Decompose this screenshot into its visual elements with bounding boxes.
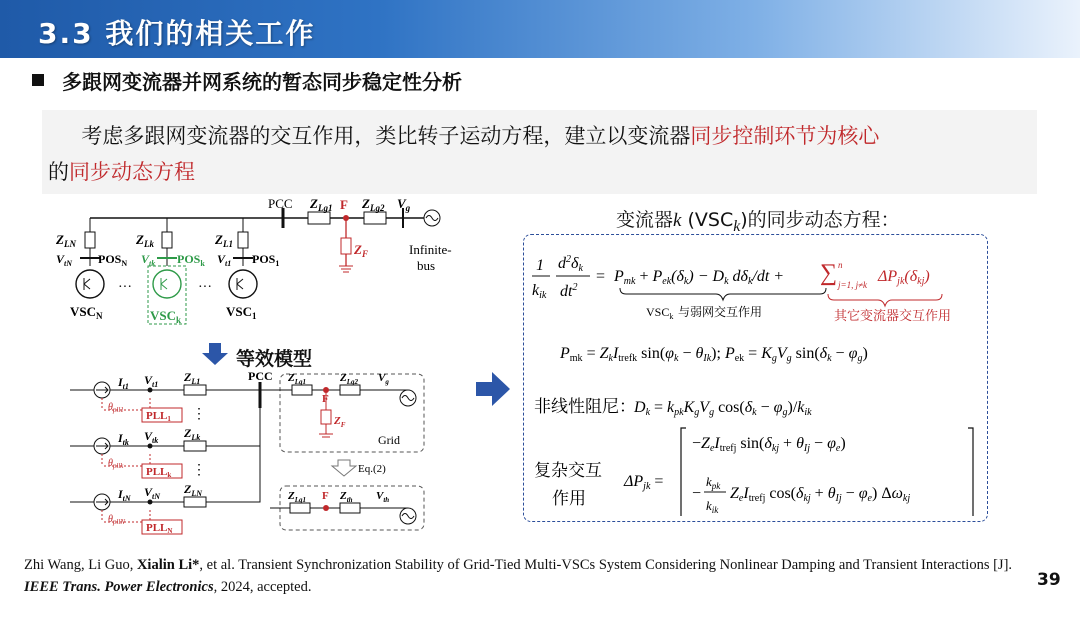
svg-text:j=1, j≠k: j=1, j≠k bbox=[838, 280, 868, 290]
svg-text:ZL1: $Z_{L1}$ bbox=[215, 232, 233, 249]
svg-text:Pmk = ZkItrefk sin(φk − θIk);: Pmk = ZkItrefk sin(φk − θIk); Pek = KgVg sin(δk − φg) bbox=[560, 345, 868, 364]
svg-text:POSN: $POS_N$ bbox=[98, 252, 128, 268]
bullet-square bbox=[32, 74, 44, 86]
svg-text:VSCk: $VSC_k$ bbox=[646, 305, 674, 321]
intro-part3: 的 bbox=[48, 160, 69, 184]
svg-text:VtN: $V_{tN}$ bbox=[144, 485, 161, 501]
svg-text:−ZeItrefj sin(δkj + θIj − φe): −ZeItrefj sin(δkj + θIj − φe) bbox=[692, 435, 846, 454]
pcc-label: PCC bbox=[268, 196, 293, 211]
svg-text:F: F bbox=[322, 393, 329, 405]
svg-text:Dk = kpkKgVg cos(δk − φg)/kik: Dk = kpkKgVg cos(δk − φg)/kik bbox=[634, 399, 812, 418]
svg-text:ZLk: $Z_{Lk}$ bbox=[136, 232, 154, 249]
svg-text:Itk: $I_{tk}$ bbox=[118, 431, 129, 447]
multi-vsc-circuit-diagram bbox=[40, 196, 460, 328]
svg-text:Vt1: $V_{t1}$ bbox=[217, 252, 232, 268]
svg-text:PCC: PCC bbox=[248, 369, 273, 383]
svg-text:ItN: $I_{tN}$ bbox=[118, 487, 131, 503]
svg-text:F: F bbox=[322, 490, 329, 502]
svg-text:Vth: $V_{th}$ bbox=[376, 490, 390, 504]
svg-text:VSCN: $VSC_N$ bbox=[70, 304, 103, 321]
svg-text:VSC1: $VSC_1$ bbox=[226, 304, 257, 321]
fault-point-f: F bbox=[340, 197, 348, 212]
intro-part2: 同步控制环节为核心 bbox=[690, 124, 880, 148]
svg-text:PLL1: PLL1 bbox=[146, 410, 171, 423]
svg-text:Pmk + Pek(δk) − Dk dδk/dt +: Pmk + Pek(δk) − Dk dδk/dt + bbox=[614, 268, 785, 287]
svg-text:Vt1: $V_{t1}$ bbox=[144, 373, 159, 389]
other-converter-label: 其它变流器交互作用 bbox=[834, 308, 952, 323]
page-number: 39 bbox=[1037, 570, 1061, 590]
svg-text:Grid: Grid bbox=[378, 433, 400, 447]
svg-text:=: = bbox=[596, 268, 606, 285]
svg-text:ZeItrefj cos(δkj + θIj − φe) Δ: ZeItrefj cos(δkj + θIj − φe) Δωkj bbox=[730, 485, 911, 504]
svg-text:ZLg2: $Z_{Lg2}$ bbox=[362, 196, 385, 213]
svg-text:kik: kik bbox=[532, 282, 547, 301]
svg-text:ZLg1: $Z_{Lg1}$ bbox=[310, 196, 333, 213]
svg-text:PLLN: PLLN bbox=[146, 522, 173, 535]
equivalent-circuit-diagram bbox=[60, 368, 440, 546]
svg-text:PLLk: PLLk bbox=[146, 466, 172, 479]
svg-text:Vg: $V_g$ bbox=[397, 196, 411, 213]
svg-text:ZLg1: $Z_{Lg1}$ bbox=[288, 490, 307, 504]
svg-text:ZLN: $Z_{LN}$ bbox=[184, 482, 203, 498]
svg-text:ZLk: $Z_{Lk}$ bbox=[184, 426, 201, 442]
svg-text:d2δk: $d^2\delta k$ bbox=[558, 254, 583, 274]
svg-text:VSCk: $VSC_k$ bbox=[150, 308, 182, 325]
complex-interaction-label-2: 作用 bbox=[552, 489, 586, 508]
svg-text:POS1: $POS_1$ bbox=[252, 252, 280, 268]
svg-text:bus: bus bbox=[417, 258, 436, 273]
svg-text:θpllN: $\theta_{pllN}$ bbox=[108, 514, 125, 526]
svg-text:⋮: ⋮ bbox=[192, 407, 206, 422]
svg-text:n: n bbox=[838, 260, 843, 270]
svg-text:ΔPjk =: ΔPjk = bbox=[624, 473, 664, 492]
reference-citation: Zhi Wang, Li Guo, Xialin Li*, et al. Transient Synchronization Stability of Grid-Tied Multi-VSCs System Considering Nonlinear Damping and Transient Interactions [J]. IEEE Trans. Power Electronics, 2024, accepted. bbox=[24, 557, 1013, 595]
svg-text:ZLg1: $Z_{Lg1}$ bbox=[288, 372, 307, 386]
svg-text:ΔPjk(δkj): ΔPjk(δkj) bbox=[878, 268, 930, 287]
svg-text:It1: $I_{t1}$ bbox=[118, 375, 129, 391]
nonlinear-damping-label: 非线性阻尼： bbox=[534, 397, 636, 416]
svg-text:VtN: $V_{tN}$ bbox=[56, 252, 73, 268]
svg-text:dt2: $dt^2$ bbox=[560, 282, 578, 300]
panel-title: 变流器k $(VSC_k)$的同步动态方程： bbox=[616, 209, 900, 235]
svg-text:kik: $k_{ik}$ bbox=[706, 498, 719, 515]
svg-text:kpk: $k_{pk}$ bbox=[706, 474, 721, 491]
equivalent-model-label: 等效模型 bbox=[236, 348, 313, 370]
down-arrow-icon bbox=[202, 343, 228, 365]
right-arrow-icon bbox=[476, 372, 510, 406]
svg-text:ZLN: $Z_{LN}$ bbox=[56, 232, 76, 249]
intro-part1: 考虑多跟网变流器的交互作用，类比转子运动方程，建立以变流器 bbox=[81, 124, 691, 148]
svg-text:ZF: $Z_F$ bbox=[334, 415, 346, 429]
svg-text:ZLg2: $Z_{Lg2}$ bbox=[340, 372, 359, 386]
header-bar bbox=[0, 0, 1080, 58]
intro-part4: 同步动态方程 bbox=[69, 160, 195, 184]
svg-text:−: − bbox=[692, 485, 702, 502]
svg-text:∑: ∑ bbox=[820, 260, 838, 286]
svg-text:Infinite-: Infinite- bbox=[409, 242, 452, 257]
svg-text:ZL1: $Z_{L1}$ bbox=[184, 370, 201, 386]
svg-text:POSk: $POS_k$ bbox=[177, 252, 205, 268]
slide-title: 3.3 我们的相关工作 bbox=[38, 17, 316, 50]
section-subtitle: 多跟网变流器并网系统的暂态同步稳定性分析 bbox=[62, 70, 462, 94]
svg-text:Vtk: $V_{tk}$ bbox=[144, 429, 159, 445]
intro-text bbox=[48, 118, 1033, 190]
svg-text:Vg: $V_g$ bbox=[378, 372, 389, 386]
svg-text:Vtk: $V_{tk}$ bbox=[141, 252, 156, 268]
svg-text:Eq.(2): Eq.(2) bbox=[358, 463, 386, 475]
svg-text:⋮: ⋮ bbox=[192, 463, 206, 478]
svg-text:Zth: $Z_{th}$ bbox=[340, 490, 353, 504]
intro-box bbox=[42, 110, 1037, 194]
sync-dynamic-equation bbox=[528, 240, 983, 516]
svg-text:1: 1 bbox=[536, 257, 544, 274]
svg-text:···: ··· bbox=[198, 280, 212, 295]
svg-text:θpllk: $\theta_{pllk}$ bbox=[108, 458, 124, 470]
complex-interaction-label-1: 复杂交互 bbox=[534, 461, 602, 480]
weak-grid-label: 与弱网交互作用 bbox=[678, 305, 763, 319]
svg-text:···: ··· bbox=[118, 280, 132, 295]
svg-text:ZF: $Z_F$ bbox=[354, 242, 368, 259]
svg-text:θpll1: $\theta_{pll1}$ bbox=[108, 402, 124, 414]
